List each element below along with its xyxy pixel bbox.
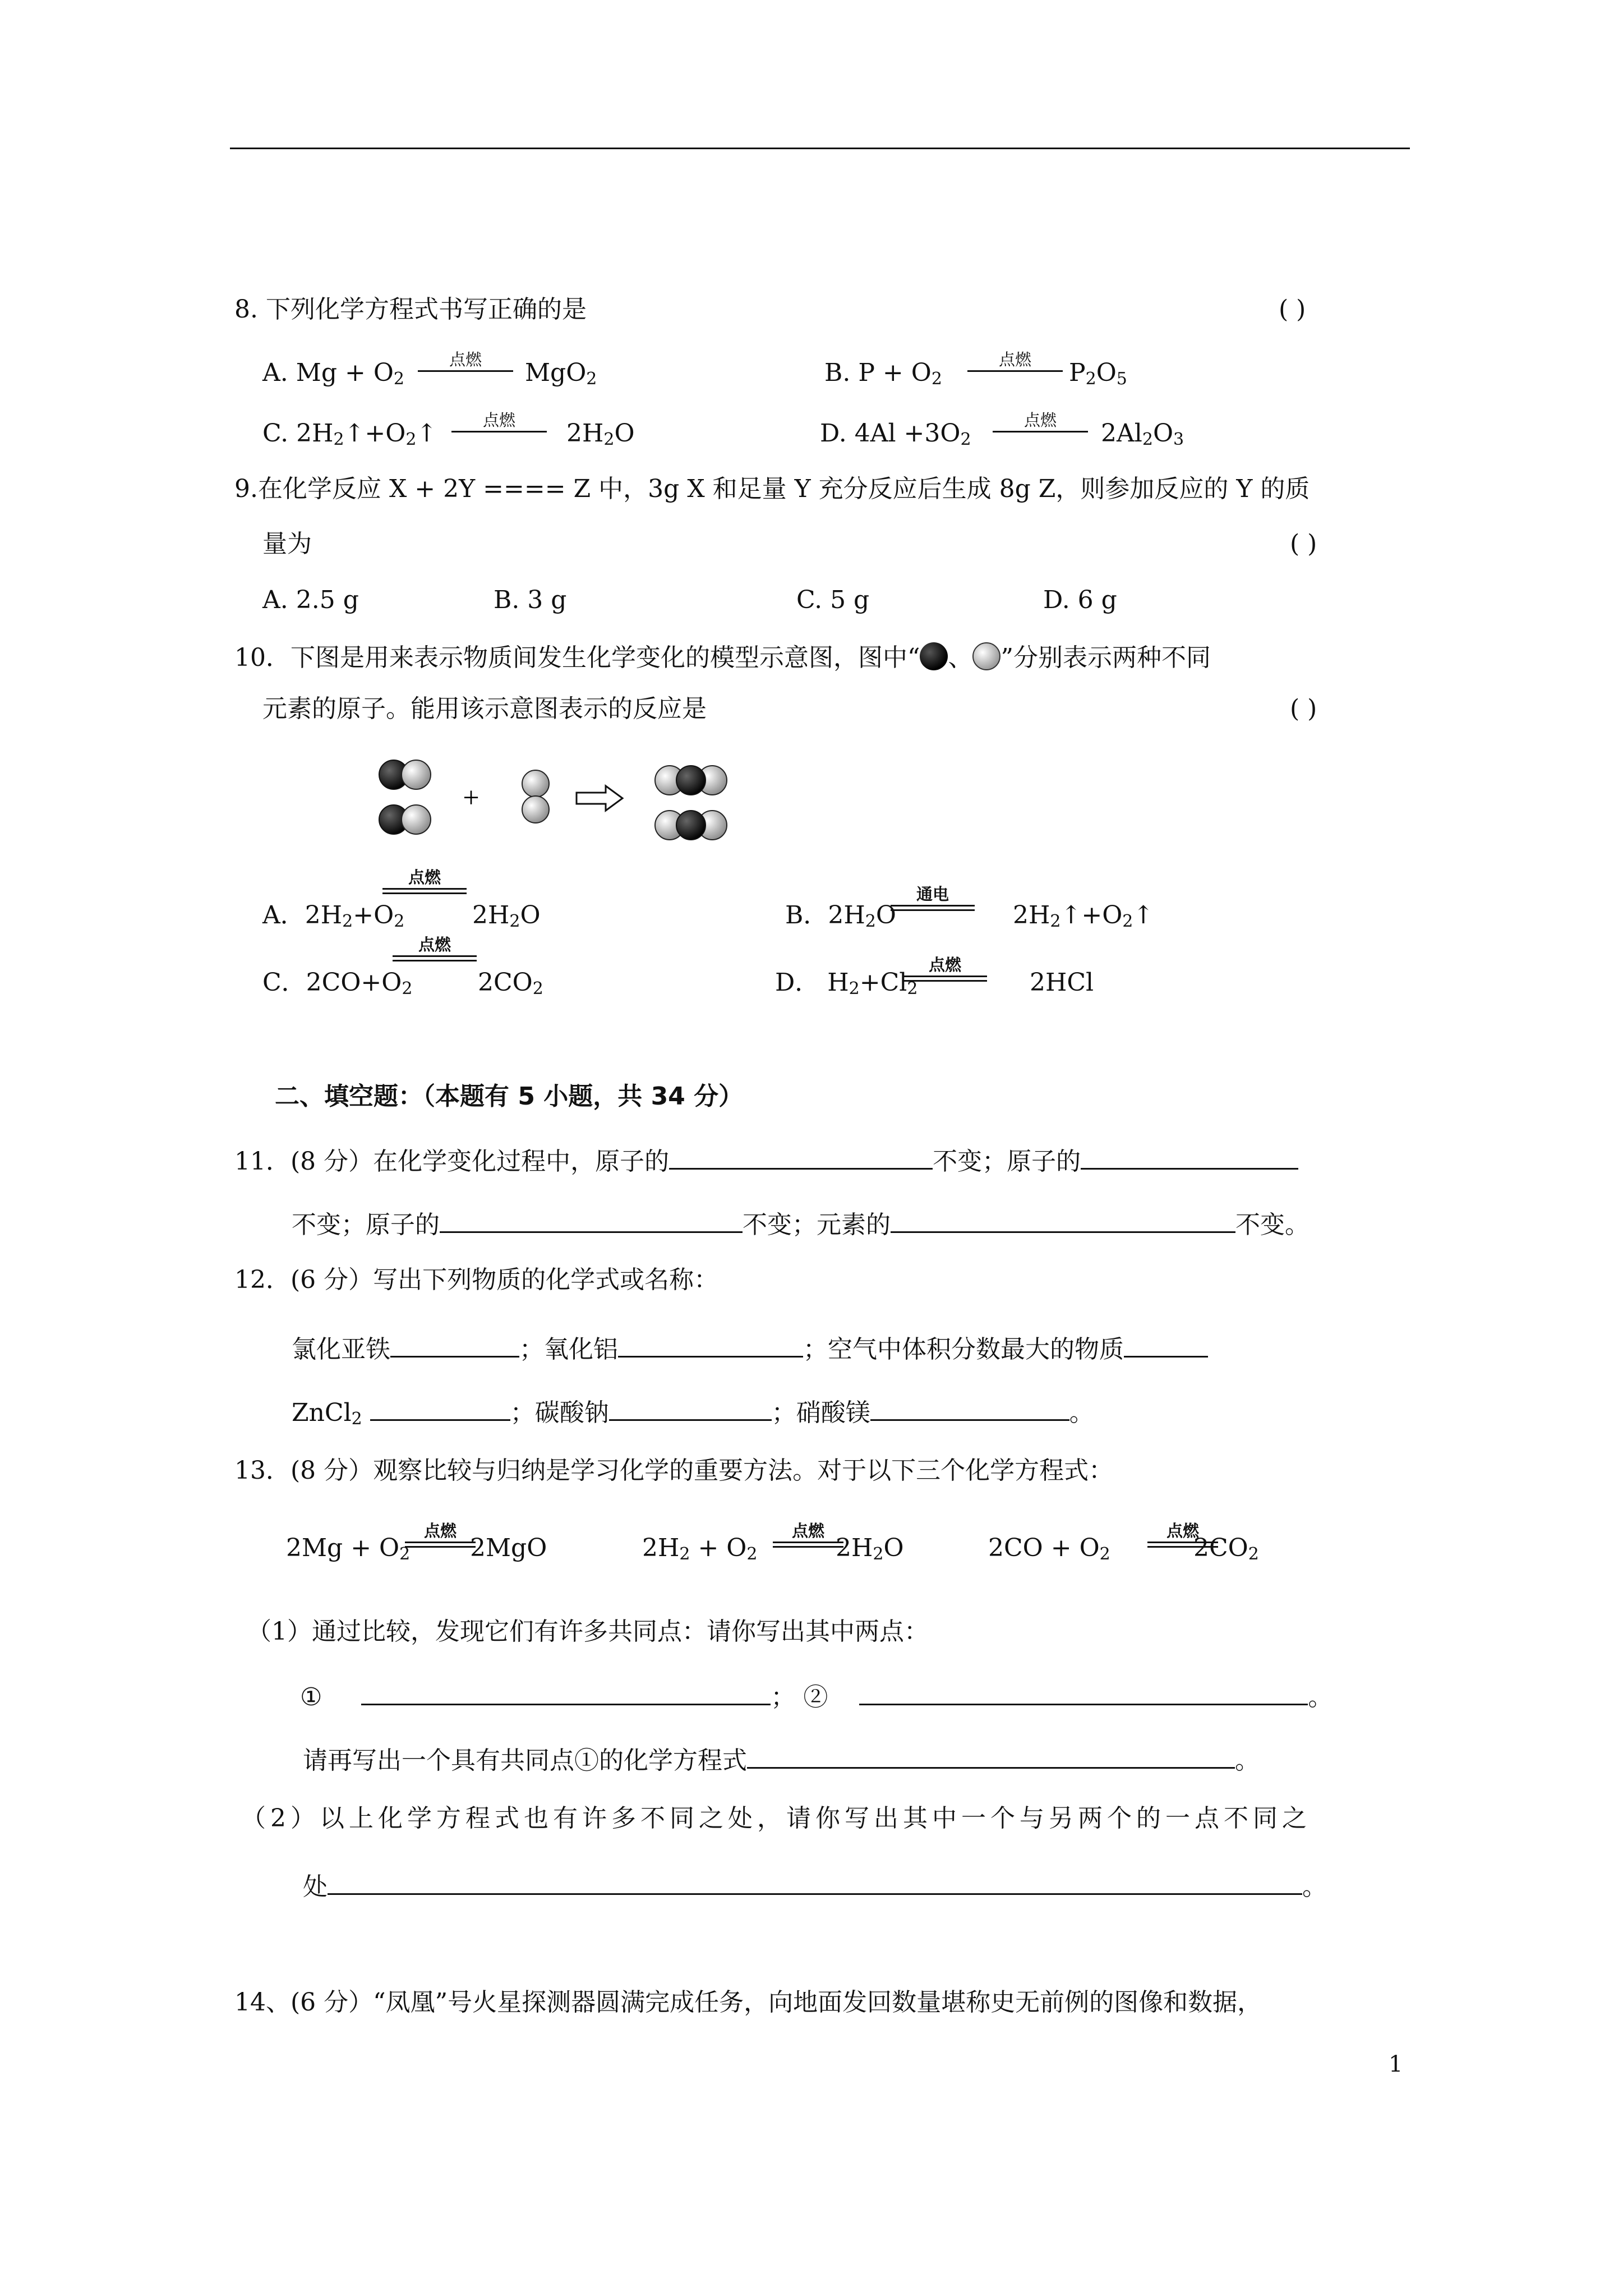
q10-option-d-product: 2HCl: [1030, 968, 1094, 997]
q13-eq3-condition: 点燃: [1147, 1523, 1218, 1548]
q8-option-b: B. $P + O_2$: [824, 358, 942, 389]
q13-equation-3-product: $2CO_2$: [1193, 1534, 1259, 1564]
q12-blank-ferrous-chloride[interactable]: [390, 1332, 519, 1358]
q8-option-c: C. $2H_2↑+O_2↑$: [262, 419, 437, 449]
q13-equation-2: $2H_2 + O_2$: [642, 1534, 758, 1564]
reaction-model-diagram: [376, 754, 740, 850]
q10-option-c: C．$2CO+O_2$: [262, 968, 413, 999]
q10-stem-line1: 10．下图是用来表示物质间发生化学变化的模型示意图，图中“ 、 ”分别表示两种不同: [234, 643, 1211, 672]
q10-option-a-product: $2H_2O$: [472, 901, 541, 931]
q8-option-a-product: MgO$_2$: [525, 358, 597, 389]
q9-option-b: B. 3 g: [494, 586, 567, 614]
q13-equation-2-product: $2H_2O$: [836, 1534, 904, 1564]
q9-stem-line1: 9.在化学反应 X + 2Y ==== Z 中，3g X 和足量 Y 充分反应后生成 8g Z，则参加反应的 Y 的质: [234, 475, 1310, 503]
q8-option-d-product: $2Al_2O_3$: [1101, 419, 1184, 449]
q13-extra-equation-blank[interactable]: [747, 1743, 1235, 1769]
q8-stem: 8. 下列化学方程式书写正确的是: [234, 295, 587, 324]
q12-blank-zinc-chloride[interactable]: [370, 1396, 510, 1421]
q13-equation-1-product: 2MgO: [470, 1534, 547, 1562]
black-atom-icon: [920, 642, 948, 670]
reactant-molecule-2: [379, 805, 431, 834]
q12-blank-aluminum-oxide[interactable]: [618, 1332, 803, 1358]
q10-option-b: B．$2H_2O$: [785, 901, 896, 931]
q10-a-condition: 点燃: [382, 869, 467, 894]
q9-option-c: C. 5 g: [796, 586, 870, 614]
product-molecule-2: [655, 811, 727, 840]
q13-part-2-prompt: （2）以上化学方程式也有许多不同之处，请你写出其中一个与另两个的一点不同之: [241, 1804, 1311, 1833]
q12-stem: 12．(6 分）写出下列物质的化学式或名称：: [234, 1266, 719, 1294]
q12-blank-magnesium-nitrate[interactable]: [870, 1396, 1069, 1421]
q13-stem: 13．(8 分）观察比较与归纳是学习化学的重要方法。对于以下三个化学方程式：: [234, 1456, 1114, 1485]
reactant-molecule-1: [379, 760, 431, 789]
q11-blank-1[interactable]: [669, 1144, 933, 1170]
q10-stem-line2: 元素的原子。能用该示意图表示的反应是: [262, 694, 707, 723]
product-molecule-1: [655, 766, 727, 795]
reactant-molecule-3: [522, 770, 549, 823]
q9-option-a: A. 2.5 g: [262, 586, 359, 614]
q10-option-c-product: $2CO_2$: [478, 968, 543, 999]
section-2-title: 二、填空题：（本题有 5 小题，共 34 分）: [275, 1082, 744, 1111]
gray-atom-icon: [972, 642, 1000, 670]
q13-eq1-condition: 点燃: [405, 1523, 476, 1548]
q8-d-condition: 点燃: [993, 412, 1088, 432]
q14-stem-line1: 14、(6 分）“凤凰”号火星探测器圆满完成任务，向地面发回数量堪称史无前例的图像和数据，: [234, 1988, 1262, 2017]
q9-stem-line2: 量为: [262, 530, 312, 558]
q13-difference-blank[interactable]: [328, 1870, 1302, 1895]
q13-part-1-answers: ① ； ② 。: [300, 1680, 1332, 1710]
q13-eq2-condition: 点燃: [773, 1523, 843, 1548]
q10-option-b-product: $2H_2↑+O_2↑$: [1013, 901, 1154, 931]
q10-answer-paren: ( ): [1290, 694, 1317, 723]
q13-part-1-prompt: （1）通过比较，发现它们有许多共同点：请你写出其中两点：: [247, 1617, 929, 1646]
reaction-arrow-icon: [577, 786, 623, 811]
q9-option-d: D. 6 g: [1043, 586, 1117, 614]
q13-part-1-extra: 请再写出一个具有共同点①的化学方程式 。: [303, 1743, 1260, 1773]
q11-blank-3[interactable]: [440, 1208, 743, 1233]
q9-answer-paren: ( ): [1290, 530, 1317, 558]
q8-option-b-product: $P_2O_5$: [1069, 358, 1127, 389]
q8-answer-paren: ( ): [1279, 295, 1306, 324]
q8-option-d: D. $4Al +3O_2$: [820, 419, 971, 449]
q13-equation-3: $2CO + O_2$: [988, 1534, 1110, 1564]
q13-common-point-2-blank[interactable]: [859, 1680, 1308, 1705]
header-rule: [230, 148, 1410, 149]
q8-c-condition: 点燃: [451, 412, 547, 432]
q13-common-point-1-blank[interactable]: [361, 1680, 771, 1705]
q8-b-condition: 点燃: [967, 352, 1063, 372]
q10-d-condition: 点燃: [903, 957, 987, 982]
q11-blank-2[interactable]: [1081, 1144, 1298, 1170]
q8-option-a: A. $Mg + O_2$: [262, 358, 404, 389]
q8-a-condition: 点燃: [418, 352, 513, 372]
q12-blank-most-abundant-air-gas[interactable]: [1124, 1332, 1208, 1358]
q12-row-2: ZnCl$_2$ ；碳酸钠 ；硝酸镁 。: [292, 1396, 1094, 1425]
q8-option-c-product: $2H_2O$: [566, 419, 635, 449]
q13-equation-1: $2Mg + O_2$: [286, 1534, 411, 1564]
q12-blank-sodium-carbonate[interactable]: [609, 1396, 772, 1421]
page-number: 1: [1389, 2051, 1403, 2077]
q11-line2: 不变；原子的 不变；元素的 不变。: [292, 1208, 1310, 1237]
diagram-plus-sign: +: [463, 782, 479, 814]
q12-row-1: 氯化亚铁 ；氧化铝 ；空气中体积分数最大的物质: [292, 1332, 1208, 1362]
q10-option-a: A．$2H_2+O_2$: [262, 901, 405, 931]
q13-part-2-answer: 处 。: [303, 1870, 1327, 1899]
q10-b-condition: 通电: [891, 886, 975, 911]
q11-blank-4[interactable]: [891, 1208, 1235, 1233]
q10-option-d: D． $H_2+Cl_2$: [775, 968, 918, 999]
q11-line1: 11．(8 分）在化学变化过程中，原子的 不变；原子的: [234, 1144, 1298, 1174]
q10-c-condition: 点燃: [393, 937, 477, 961]
